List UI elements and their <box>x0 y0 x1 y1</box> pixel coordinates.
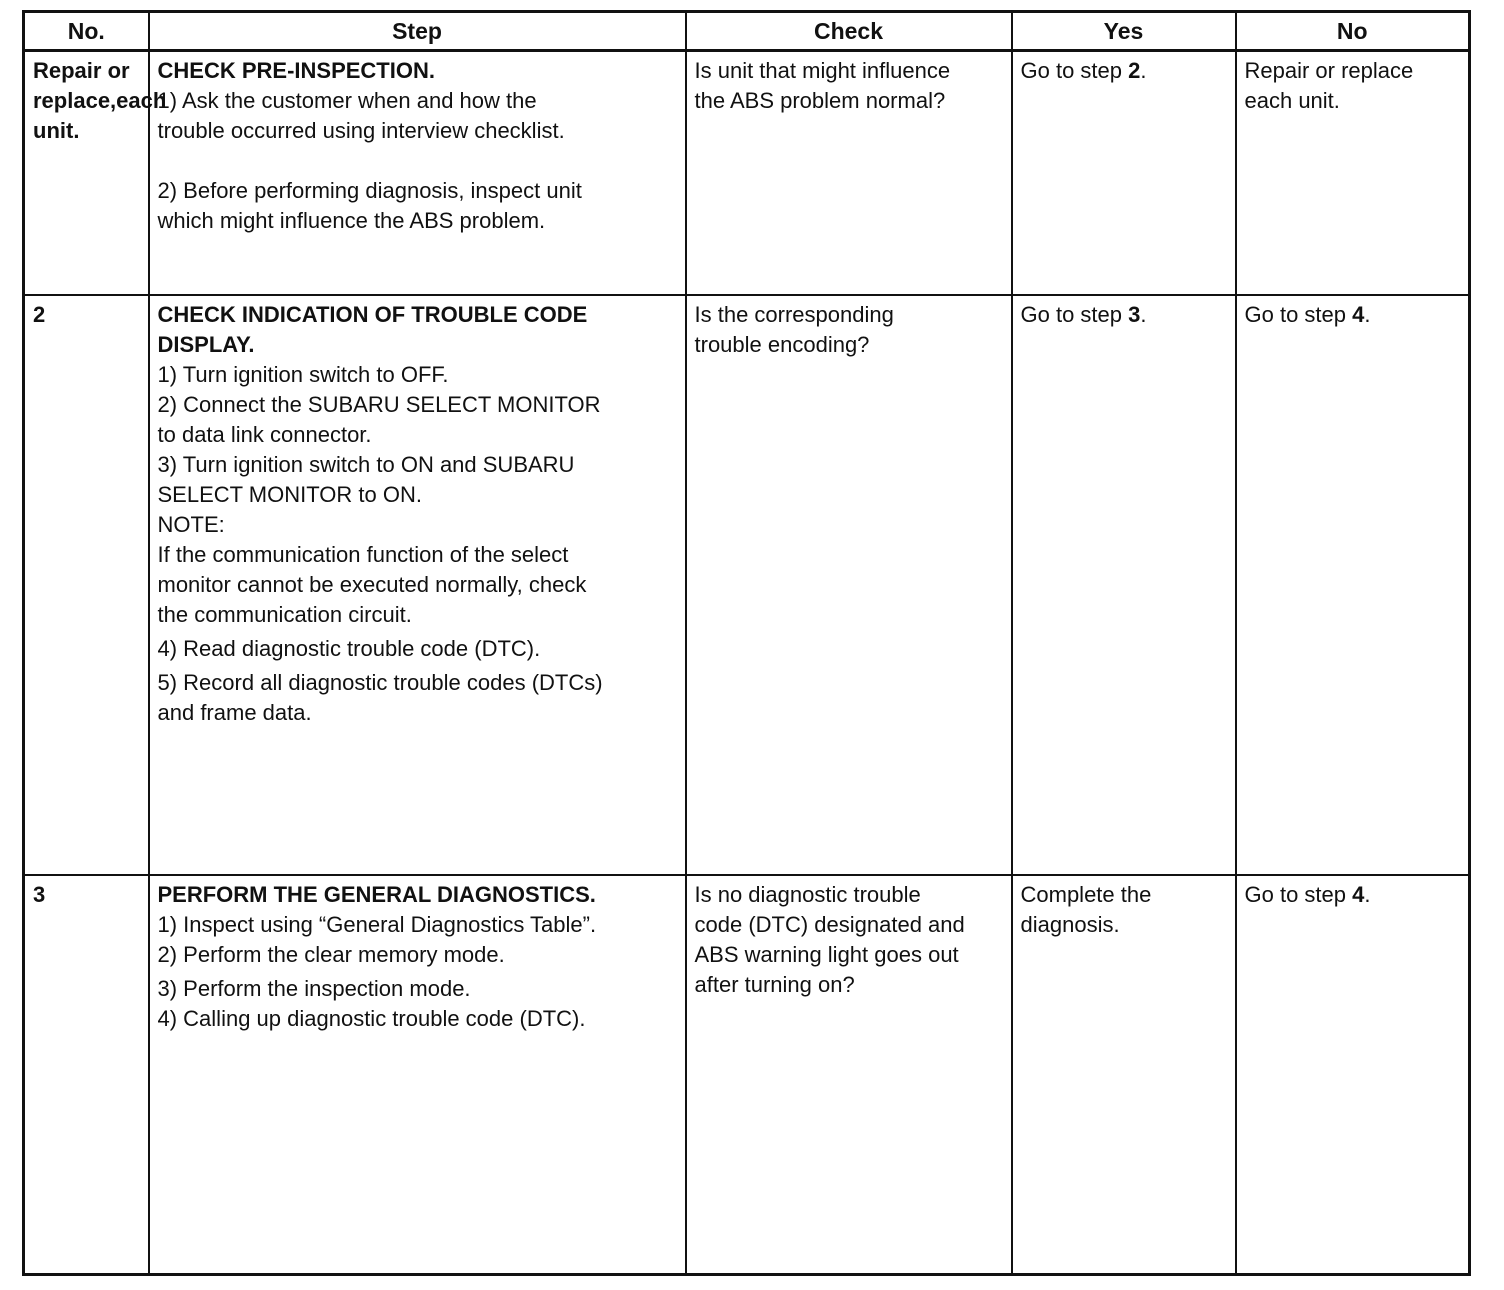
check-cell <box>686 295 1012 875</box>
check-line: Is no diagnostic trouble <box>694 882 921 908</box>
step-cell <box>149 875 686 1274</box>
step-line: NOTE: <box>157 512 225 538</box>
check-line: ABS warning light goes out <box>694 942 959 968</box>
step-line: If the communication function of the select <box>157 542 569 568</box>
step-cell <box>149 295 686 875</box>
yes-suffix: . <box>1140 58 1147 83</box>
table-row <box>24 875 1470 1274</box>
step-line: 3) Perform the inspection mode. <box>157 976 471 1002</box>
step-line: 1) Inspect using “General Diagnostics Table”. <box>157 912 597 938</box>
yes-step-number: 2 <box>1128 58 1141 83</box>
step-title: CHECK PRE-INSPECTION. <box>157 58 435 83</box>
step-line: to data link connector. <box>157 422 372 448</box>
step-line: 2) Perform the clear memory mode. <box>157 942 505 968</box>
row-number: Repair or replace,each unit. <box>24 51 149 296</box>
header-yes: Yes <box>1012 12 1236 51</box>
step-title: PERFORM THE GENERAL DIAGNOSTICS. <box>157 882 596 908</box>
step-line: 4) Read diagnostic trouble code (DTC). <box>157 636 541 662</box>
step-line: 1) Turn ignition switch to OFF. <box>157 362 449 388</box>
step-title: CHECK INDICATION OF TROUBLE CODE <box>157 302 588 328</box>
yes-suffix: . <box>1140 302 1147 328</box>
yes-line: diagnosis. <box>1020 912 1120 938</box>
no-suffix: . <box>1364 882 1371 908</box>
check-line: after turning on? <box>694 972 855 998</box>
header-no-column: No <box>1236 12 1470 51</box>
step-line: 2) Connect the SUBARU SELECT MONITOR <box>157 392 601 418</box>
no-line: each unit. <box>1244 88 1340 113</box>
no-cell <box>1236 875 1470 1274</box>
step-line: 1) Ask the customer when and how the <box>157 88 537 113</box>
step-line: monitor cannot be executed normally, check <box>157 572 587 598</box>
check-line: trouble encoding? <box>694 332 870 358</box>
no-step-number: 4 <box>1352 882 1365 908</box>
header-row <box>24 12 1470 51</box>
no-cell <box>1236 51 1470 296</box>
no-text: Go to step <box>1244 302 1353 328</box>
step-line: which might influence the ABS problem. <box>157 208 546 233</box>
no-suffix: . <box>1364 302 1371 328</box>
check-line: code (DTC) designated and <box>694 912 965 938</box>
diagnostic-table <box>22 10 1471 1276</box>
no-step-number: 4 <box>1352 302 1365 328</box>
row-number: 2 <box>24 295 149 875</box>
step-line: 4) Calling up diagnostic trouble code (DTC). <box>157 1006 586 1032</box>
yes-step-number: 3 <box>1128 302 1141 328</box>
step-line: 5) Record all diagnostic trouble codes (DTCs) <box>157 670 603 696</box>
yes-cell <box>1012 875 1236 1274</box>
table-row <box>24 51 1470 296</box>
step-line: 2) Before performing diagnosis, inspect unit <box>157 178 582 203</box>
step-line: the communication circuit. <box>157 602 412 628</box>
check-line: Is unit that might influence <box>694 58 951 83</box>
step-cell <box>149 51 686 296</box>
yes-cell <box>1012 51 1236 296</box>
check-line: the ABS problem normal? <box>694 88 946 113</box>
yes-cell <box>1012 295 1236 875</box>
check-cell <box>686 51 1012 296</box>
step-line: trouble occurred using interview checklist. <box>157 118 565 143</box>
header-check: Check <box>686 12 1012 51</box>
yes-line: Complete the <box>1020 882 1152 908</box>
step-line: 3) Turn ignition switch to ON and SUBARU <box>157 452 575 478</box>
no-text: Go to step <box>1244 882 1353 908</box>
header-step: Step <box>149 12 686 51</box>
step-title: DISPLAY. <box>157 332 255 358</box>
yes-text: Go to step <box>1020 58 1129 83</box>
yes-text: Go to step <box>1020 302 1129 328</box>
no-line: Repair or replace <box>1244 58 1414 83</box>
step-line: and frame data. <box>157 700 312 726</box>
table-row <box>24 295 1470 875</box>
no-cell <box>1236 295 1470 875</box>
header-no: No. <box>24 12 149 51</box>
row-number: 3 <box>24 875 149 1274</box>
check-cell <box>686 875 1012 1274</box>
check-line: Is the corresponding <box>694 302 894 328</box>
step-line: SELECT MONITOR to ON. <box>157 482 422 508</box>
